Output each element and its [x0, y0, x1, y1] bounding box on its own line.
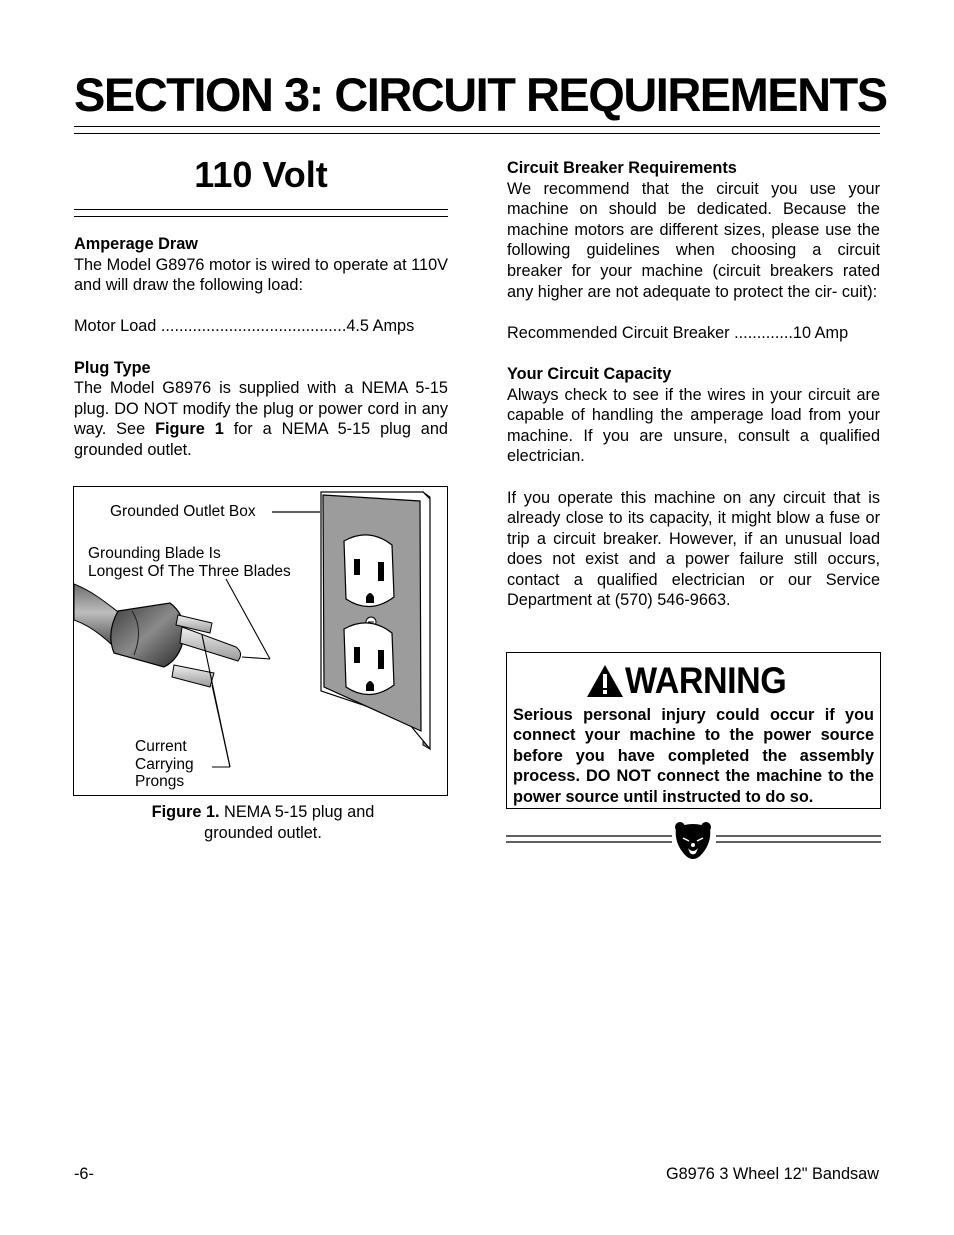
outlet-receptacle-bottom	[344, 623, 394, 695]
circuit-capacity-heading: Your Circuit Capacity	[507, 364, 672, 383]
label-prongs-line3: Prongs	[135, 773, 185, 790]
amperage-text: The Model G8976 motor is wired to operate at 110V and will draw the following load:	[74, 255, 448, 295]
figure-reference: Figure 1	[155, 420, 224, 439]
label-prongs-line1: Current	[135, 738, 187, 755]
recommended-breaker-line: Recommended Circuit Breaker .............10 Amp	[507, 323, 849, 342]
page-title: SECTION 3: CIRCUIT REQUIREMENTS	[74, 68, 887, 121]
warning-word: WARNING	[625, 660, 787, 701]
plug-body	[111, 603, 184, 667]
section-end-divider	[506, 822, 881, 862]
plug-outlet-illustration	[74, 487, 448, 796]
warning-header	[513, 657, 874, 705]
warning-text: Serious personal injury could occur if you connect your machine to the power source before you have completed the assembly process. DO NOT connect the machine to the power source until instructed to do so.	[513, 706, 874, 806]
figure-caption: Figure 1. NEMA 5-15 plug and grounded outlet.	[151, 803, 375, 842]
subtitle-rule	[74, 209, 448, 217]
plug-type-heading: Plug Type	[74, 358, 151, 377]
circuit-breaker-heading: Circuit Breaker Requirements	[507, 159, 737, 177]
subsection-title: 110 Volt	[194, 154, 328, 195]
label-grounding-blade-line1: Grounding Blade Is	[88, 545, 221, 562]
footer-product: G8976 3 Wheel 12" Bandsaw	[665, 1165, 879, 1183]
circuit-capacity-text-2: If you operate this machine on any circuit that is already close to its capacity, it might blow a fuse or trip a circuit breaker. However, if an unusual load does not exist and a power failure still occurs, contact a qualified electrician or our Service Department at (570) 546-9663.	[507, 488, 880, 610]
amperage-heading: Amperage Draw	[74, 235, 198, 253]
plug-type-text: The Model G8976 is supplied with a NEMA 5-15 plug. DO NOT modify the plug or power cord in any way. See Figure 1 for a NEMA 5-15 plug and grounded outlet.	[74, 379, 448, 459]
right-column	[507, 158, 880, 611]
current-prong-lower	[172, 665, 214, 687]
motor-load-line: Motor Load .........................................4.5 Amps	[74, 317, 415, 336]
caption-label: Figure 1.	[151, 803, 220, 821]
left-column	[74, 150, 448, 461]
outlet-receptacle-top	[344, 535, 394, 607]
circuit-capacity-text-1: Always check to see if the wires in your circuit are capable of handling the amperage load from your machine. If you are unsure, consult a qualified electrician.	[507, 385, 880, 466]
caption-line2: grounded outlet.	[204, 823, 322, 842]
figure-1-plug-outlet	[73, 486, 448, 796]
page-number: -6-	[74, 1165, 94, 1183]
circuit-breaker-text: We recommend that the circuit you use your machine on should be dedicated. Because the machine motors are different sizes, please use the following guidelines when choosing a circuit breaker for your machine (circuit breakers rated any higher are not adequate to protect the cir- cuit):	[507, 179, 880, 301]
label-grounding-blade-line2: Longest Of The Three Blades	[88, 563, 291, 580]
label-grounded-outlet-box: Grounded Outlet Box	[110, 503, 256, 520]
warning-triangle-icon	[586, 664, 624, 698]
bear-head-icon	[675, 822, 711, 859]
label-prongs-line2: Carrying	[135, 756, 194, 773]
warning-box	[506, 652, 881, 809]
title-rule	[74, 126, 880, 134]
